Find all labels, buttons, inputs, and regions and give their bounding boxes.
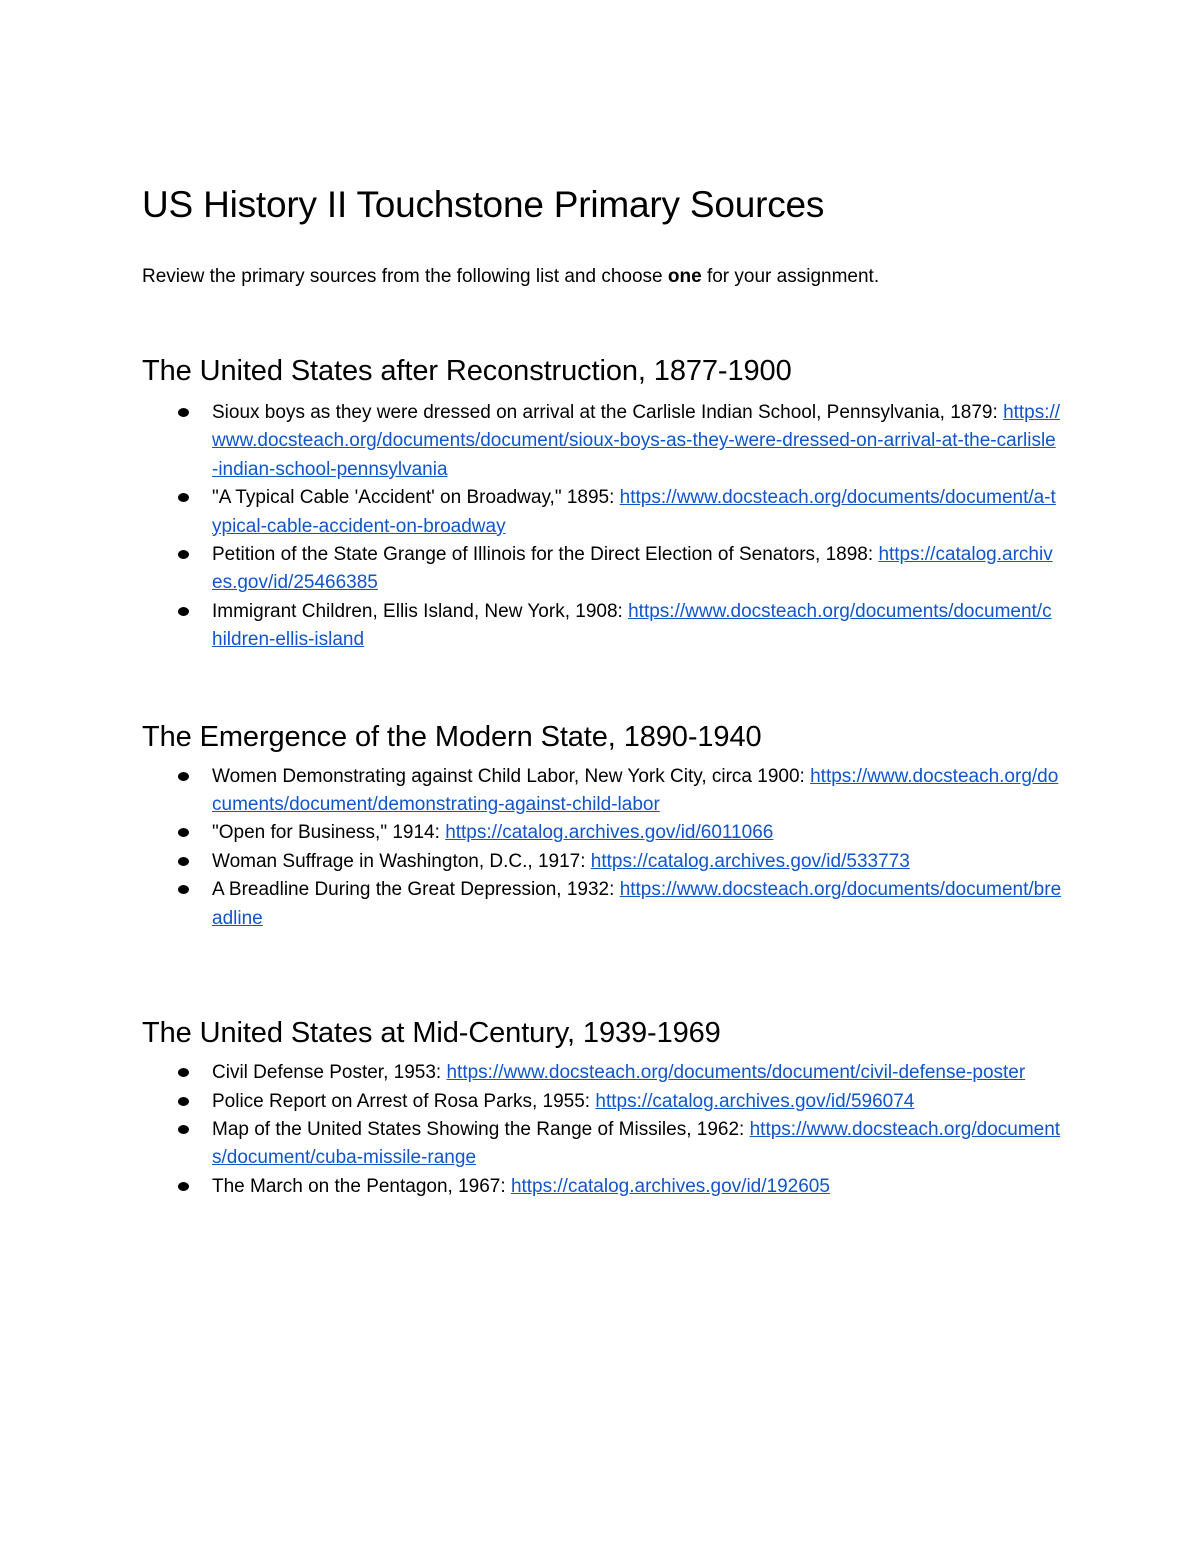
- source-link[interactable]: https://catalog.archives.gov/id/533773: [590, 850, 910, 872]
- list-item: [142, 1088, 1062, 1116]
- intro-text-after: for your assignment.: [701, 266, 880, 287]
- source-link[interactable]: https://catalog.archives.gov/id/596074: [595, 1090, 915, 1112]
- bullet-icon: [178, 1182, 189, 1191]
- bullet-icon: [178, 772, 189, 781]
- bullet-icon: [178, 828, 189, 837]
- source-link[interactable]: https://www.docsteach.org/documents/document/civil-defense-poster: [446, 1062, 1026, 1084]
- source-link[interactable]: https://catalog.archives.gov/id/25466385: [212, 544, 1053, 594]
- bullet-icon: [178, 550, 189, 559]
- list-item: [142, 399, 1062, 484]
- section-mid-century: [142, 1015, 1072, 1201]
- section-heading: The United States at Mid-Century, 1939-1969: [142, 1017, 721, 1050]
- source-link[interactable]: https://catalog.archives.gov/id/192605: [510, 1175, 830, 1197]
- list-item: [142, 763, 1062, 820]
- source-list: [142, 1059, 1072, 1201]
- bullet-icon: [178, 1125, 189, 1134]
- list-item: [142, 876, 1062, 933]
- source-list: [142, 399, 1072, 655]
- source-title: Immigrant Children, Ellis Island, New York, 1908:: [212, 600, 623, 622]
- list-item: [142, 848, 1062, 876]
- document-page: [142, 184, 1072, 1201]
- bullet-icon: [178, 1097, 189, 1106]
- section-heading: The United States after Reconstruction, 1877-1900: [142, 355, 792, 387]
- bullet-icon: [178, 1068, 189, 1077]
- source-list: [142, 763, 1072, 933]
- source-title: Police Report on Arrest of Rosa Parks, 1955:: [212, 1090, 591, 1112]
- source-link[interactable]: https://www.docsteach.org/documents/document/sioux-boys-as-they-were-dressed-on-arrival-at-the-carlisle-indian-school-pennsylvania: [212, 402, 1061, 480]
- section-heading: The Emergence of the Modern State, 1890-1940: [142, 720, 762, 753]
- bullet-icon: [178, 885, 189, 894]
- bullet-icon: [178, 493, 189, 502]
- source-title: Petition of the State Grange of Illinois for the Direct Election of Senators, 1898:: [212, 544, 874, 566]
- source-title: The March on the Pentagon, 1967:: [212, 1175, 506, 1197]
- list-item: [142, 484, 1062, 541]
- section-after-reconstruction: [142, 353, 1072, 655]
- list-item: [142, 541, 1062, 598]
- source-title: A Breadline During the Great Depression, 1932:: [212, 879, 615, 901]
- intro-text-before: Review the primary sources from the following list and choose: [142, 266, 668, 287]
- bullet-icon: [178, 857, 189, 866]
- source-title: Woman Suffrage in Washington, D.C., 1917:: [212, 850, 586, 872]
- source-title: Sioux boys as they were dressed on arrival at the Carlisle Indian School, Pennsylvania, 1879:: [212, 402, 998, 423]
- list-item: [142, 598, 1062, 655]
- intro-paragraph: [142, 263, 1072, 291]
- source-title: Civil Defense Poster, 1953:: [212, 1062, 442, 1084]
- source-link[interactable]: https://www.docsteach.org/documents/document/breadline: [212, 879, 1062, 929]
- source-title: "Open for Business," 1914:: [212, 822, 440, 844]
- source-title: Women Demonstrating against Child Labor, New York City, circa 1900:: [212, 765, 805, 787]
- document-title: US History II Touchstone Primary Sources: [142, 184, 825, 225]
- list-item: [142, 819, 1062, 847]
- section-modern-state: [142, 719, 1072, 933]
- source-link[interactable]: https://www.docsteach.org/documents/document/a-typical-cable-accident-on-broadway: [212, 487, 1056, 537]
- list-item: [142, 1059, 1062, 1087]
- intro-emphasis: one: [667, 266, 702, 287]
- source-link[interactable]: https://www.docsteach.org/documents/document/children-ellis-island: [212, 600, 1052, 651]
- bullet-icon: [178, 408, 189, 417]
- bullet-icon: [178, 607, 189, 616]
- source-title: "A Typical Cable 'Accident' on Broadway," 1895:: [212, 487, 615, 509]
- source-link[interactable]: https://www.docsteach.org/documents/document/demonstrating-against-child-labor: [212, 765, 1059, 816]
- source-title: Map of the United States Showing the Range of Missiles, 1962:: [212, 1118, 745, 1140]
- list-item: [142, 1116, 1062, 1173]
- list-item: [142, 1173, 1062, 1201]
- source-link[interactable]: https://catalog.archives.gov/id/6011066: [445, 822, 774, 844]
- source-link[interactable]: https://www.docsteach.org/documents/document/cuba-missile-range: [212, 1118, 1061, 1169]
